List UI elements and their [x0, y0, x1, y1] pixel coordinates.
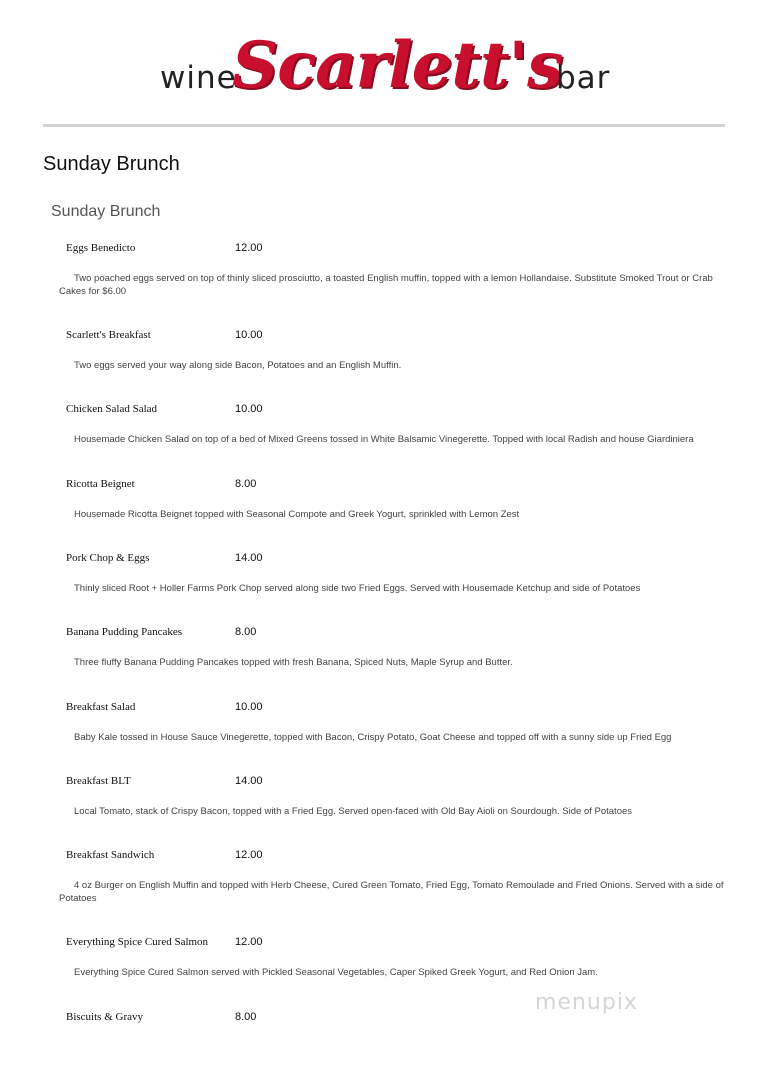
menu-item-description: Housemade Ricotta Beignet topped with Seasonal Compote and Greek Yogurt, sprinkled with Lemon Zest — [74, 509, 520, 520]
menu-item-description: Two eggs served your way along side Bacon, Potatoes and an English Muffin. — [74, 360, 402, 371]
menu-item-name: Banana Pudding Pancakes — [66, 626, 183, 638]
menu-item-price: 10.00 — [235, 701, 263, 713]
menu-item-name: Biscuits & Gravy — [66, 1011, 143, 1023]
menu-item-name: Ricotta Beignet — [66, 478, 135, 490]
menu-item-description: Two poached eggs served on top of thinly sliced prosciutto, a toasted English muffin, topped with a lemon Hollandaise. Substitute Smoked Trout or Crab Cakes for $6.00 — [59, 273, 713, 297]
page-title: Sunday Brunch — [43, 153, 180, 175]
watermark: menupix — [535, 990, 638, 1015]
menu-item-price: 8.00 — [235, 626, 257, 638]
restaurant-logo — [0, 28, 768, 118]
menu-item-name: Eggs Benedicto — [66, 242, 136, 254]
menu-item-name: Everything Spice Cured Salmon — [66, 936, 209, 948]
menu-item-price: 8.00 — [235, 478, 257, 490]
menu-item-price: 12.00 — [235, 936, 263, 948]
menu-item-price: 12.00 — [235, 849, 263, 861]
menu-item-description: Three fluffy Banana Pudding Pancakes topped with fresh Banana, Spiced Nuts, Maple Syrup and Butter. — [74, 657, 513, 668]
menu-item-price: 10.00 — [235, 329, 263, 341]
menu-item-description: 4 oz Burger on English Muffin and topped with Herb Cheese, Cured Green Tomato, Fried Egg, Tomato Remoulade and Fried Onions. Served with a side of Potatoes — [59, 880, 724, 904]
menu-item-price: 12.00 — [235, 242, 263, 254]
section-title: Sunday Brunch — [51, 203, 161, 220]
menu-item-name: Breakfast Salad — [66, 701, 136, 713]
header-divider — [43, 124, 725, 127]
menu-item-price: 14.00 — [235, 552, 263, 564]
menu-item-description: Housemade Chicken Salad on top of a bed of Mixed Greens tossed in White Balsamic Vinegerette. Topped with local Radish and house Giardiniera — [74, 434, 694, 445]
menu-item-name: Chicken Salad Salad — [66, 403, 158, 415]
menu-item-name: Pork Chop & Eggs — [66, 552, 150, 564]
logo-brand-name: Scarlett's — [232, 28, 563, 103]
menu-item-price: 14.00 — [235, 775, 263, 787]
menu-item-name: Breakfast Sandwich — [66, 849, 155, 861]
logo-bar-word: bar — [556, 60, 611, 96]
menu-item-description: Local Tomato, stack of Crispy Bacon, topped with a Fried Egg. Served open-faced with Old Bay Aioli on Sourdough. Side of Potatoes — [74, 806, 633, 817]
menu-item-description: Baby Kale tossed in House Sauce Vinegerette, topped with Bacon, Crispy Potato, Goat Cheese and topped off with a sunny side up Fried Egg — [74, 732, 672, 743]
menu-item-name: Scarlett's Breakfast — [66, 329, 151, 341]
menu-item-description: Everything Spice Cured Salmon served with Pickled Seasonal Vegetables, Caper Spiked Greek Yogurt, and Red Onion Jam. — [74, 967, 598, 978]
menu-item-name: Breakfast BLT — [66, 775, 131, 787]
menu-item-price: 10.00 — [235, 403, 263, 415]
logo-wine-word: wine — [160, 60, 237, 96]
menu-item-description: Thinly sliced Root + Holler Farms Pork Chop served along side two Fried Eggs. Served with Housemade Ketchup and side of Potatoes — [74, 583, 641, 594]
menu-item-price: 8.00 — [235, 1011, 257, 1023]
